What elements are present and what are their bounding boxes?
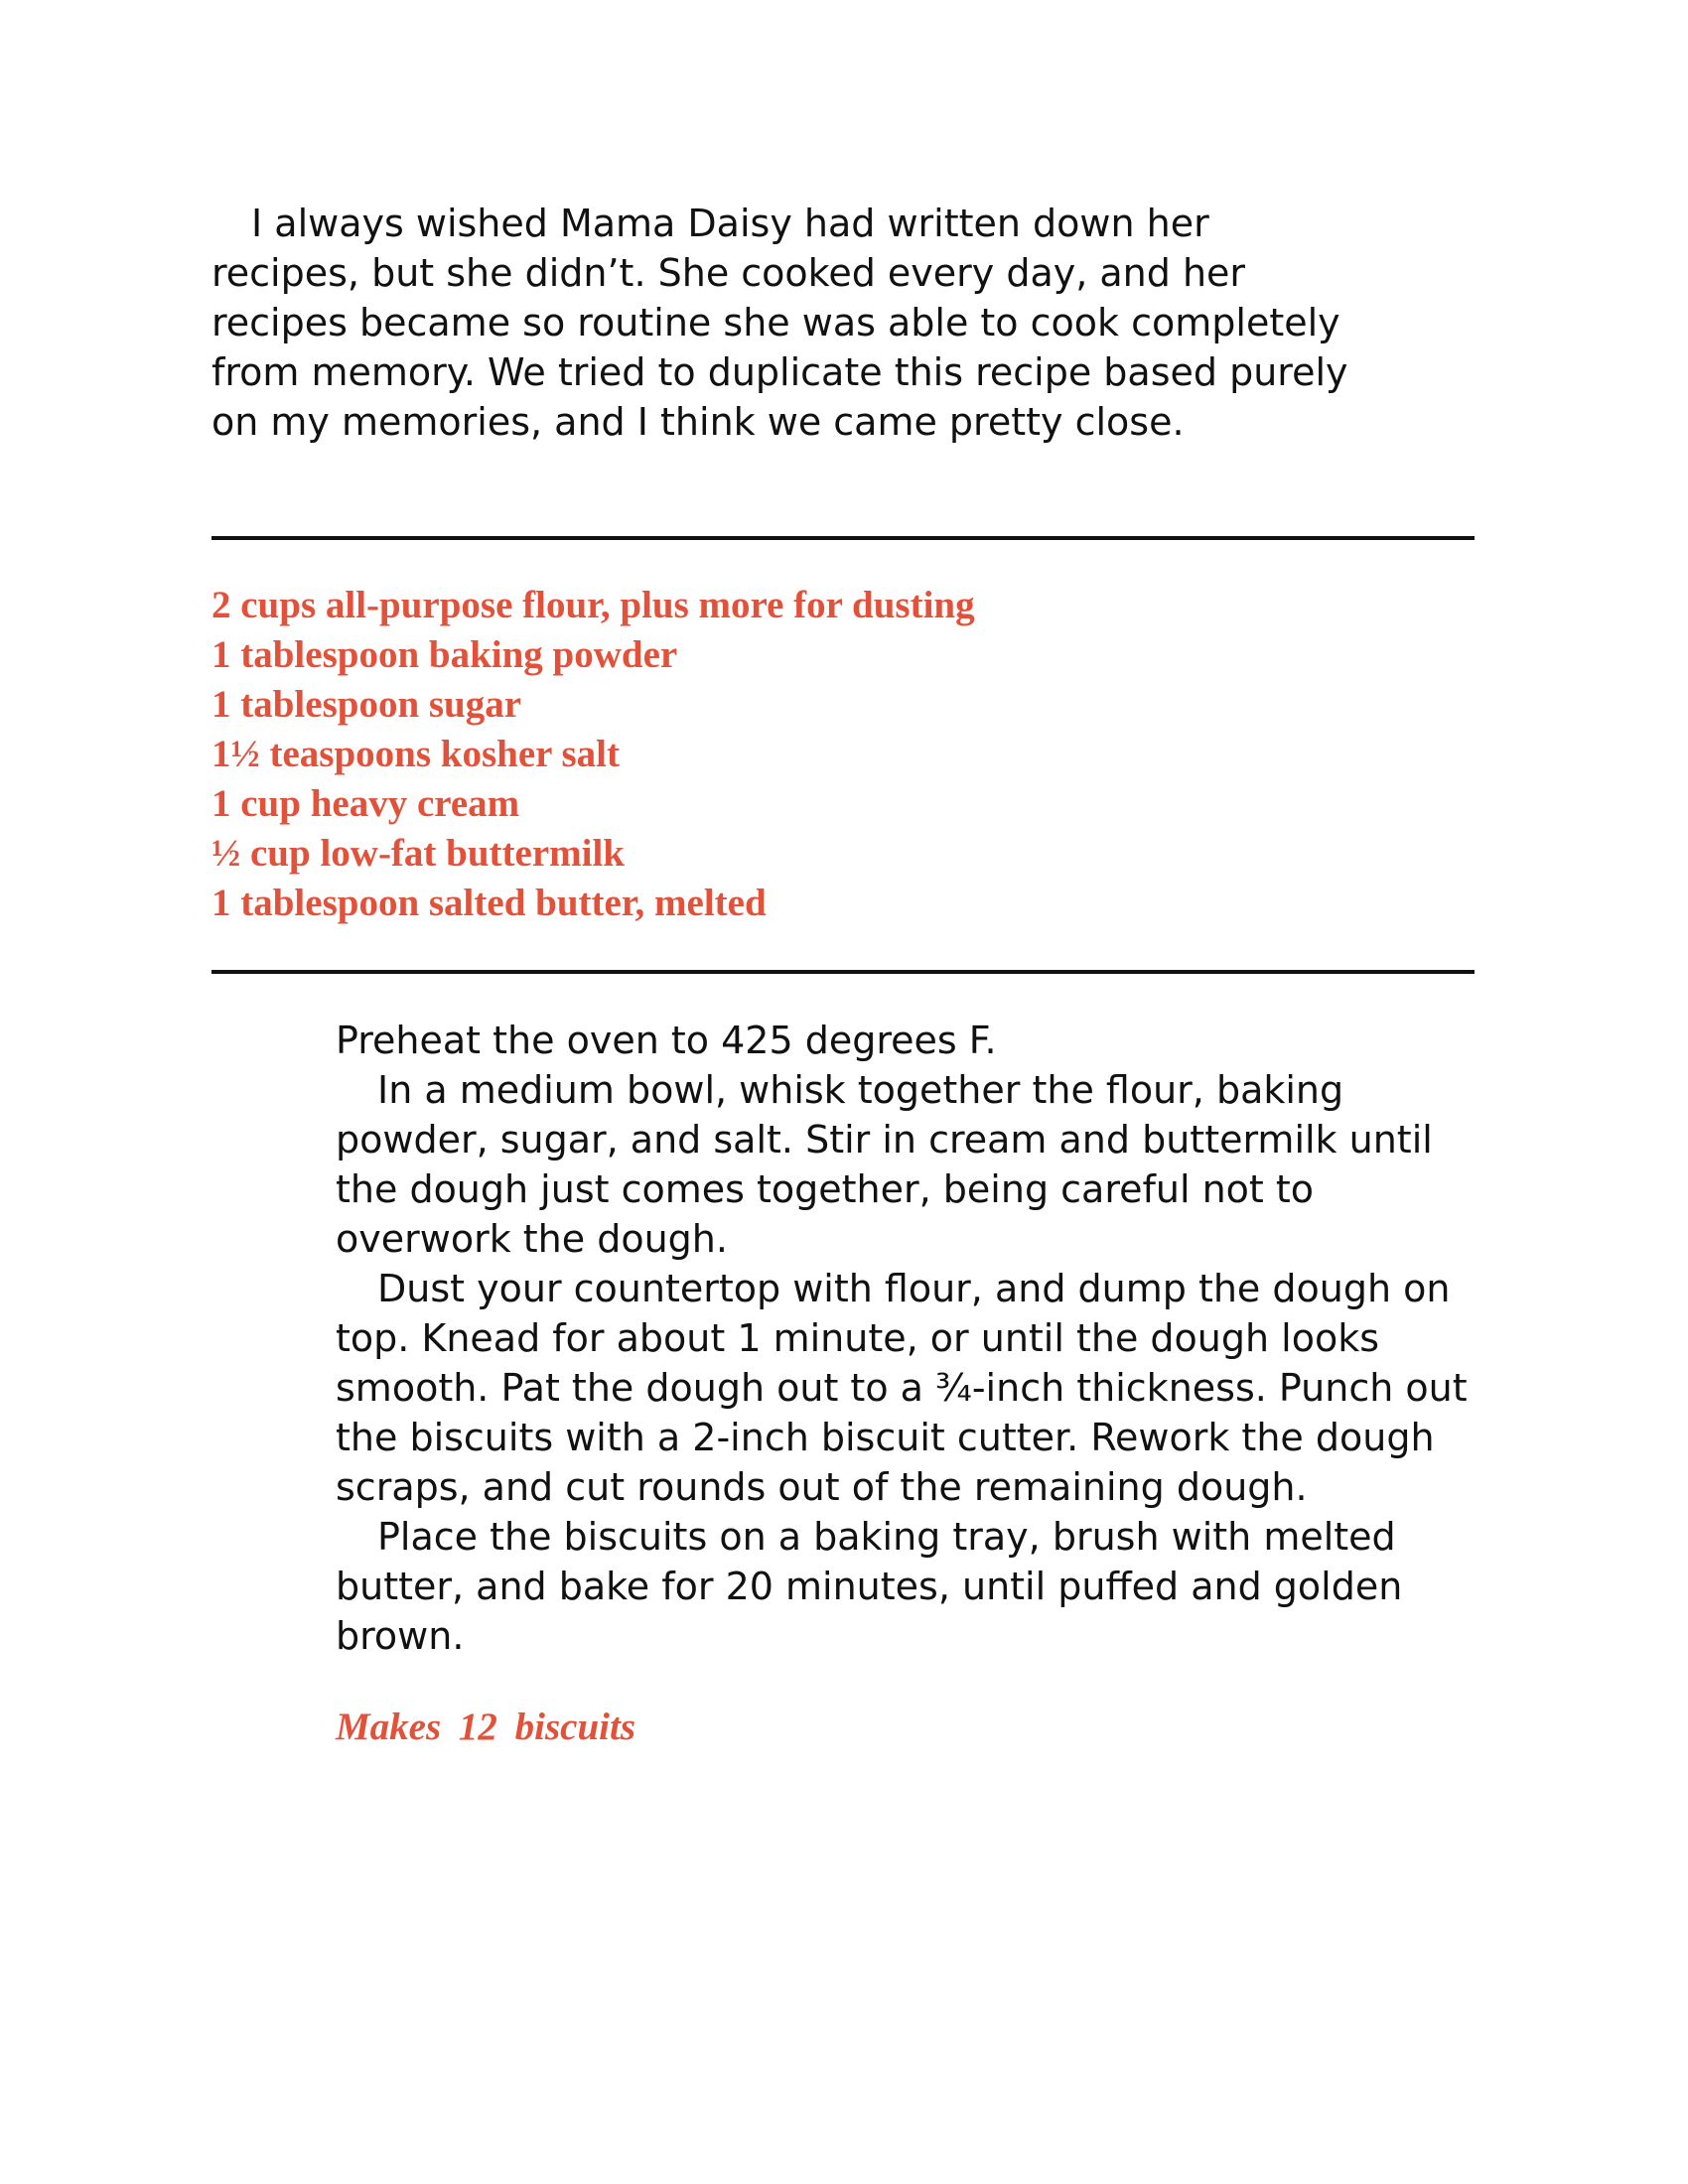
ingredient-item: 1 tablespoon baking powder bbox=[211, 633, 678, 676]
recipe-yield: Makes 12 biscuits bbox=[336, 1706, 636, 1748]
method-step: Preheat the oven to 425 degrees F. bbox=[336, 1019, 997, 1062]
method-section bbox=[336, 1016, 1487, 1661]
divider-bottom bbox=[211, 970, 1475, 974]
method-step: Place the biscuits on a baking tray, brush with melted butter, and bake for 20 minutes, until puffed and golden brown. bbox=[336, 1515, 1403, 1658]
ingredient-item: 1 cup heavy cream bbox=[211, 782, 520, 825]
method-step: In a medium bowl, whisk together the flour, baking powder, sugar, and salt. Stir in cream and buttermilk until the dough just comes together, being careful not to overwork the dough. bbox=[336, 1068, 1433, 1261]
ingredient-item: ½ cup low-fat buttermilk bbox=[211, 832, 625, 875]
ingredient-item: 2 cups all-purpose flour, plus more for dusting bbox=[211, 584, 975, 626]
ingredient-item: 1½ teaspoons kosher salt bbox=[211, 733, 621, 775]
divider-top bbox=[211, 536, 1475, 540]
method-step: Dust your countertop with flour, and dump the dough on top. Knead for about 1 minute, or until the dough looks smooth. Pat the dough out to a ¾-inch thickness. Punch out the biscuits with a 2-inch biscuit cutter. Rework the dough scraps, and cut rounds out of the remaining dough. bbox=[336, 1267, 1468, 1509]
ingredient-list bbox=[211, 581, 975, 928]
ingredient-item: 1 tablespoon sugar bbox=[211, 683, 522, 726]
intro-paragraph: I always wished Mama Daisy had written down her recipes, but she didn’t. She cooked every day, and her recipes became so routine she was able to cook completely from memory. We tried to duplicate this recipe based purely on my memories, and I think we came pretty close. bbox=[211, 202, 1348, 444]
ingredient-item: 1 tablespoon salted butter, melted bbox=[211, 882, 767, 924]
